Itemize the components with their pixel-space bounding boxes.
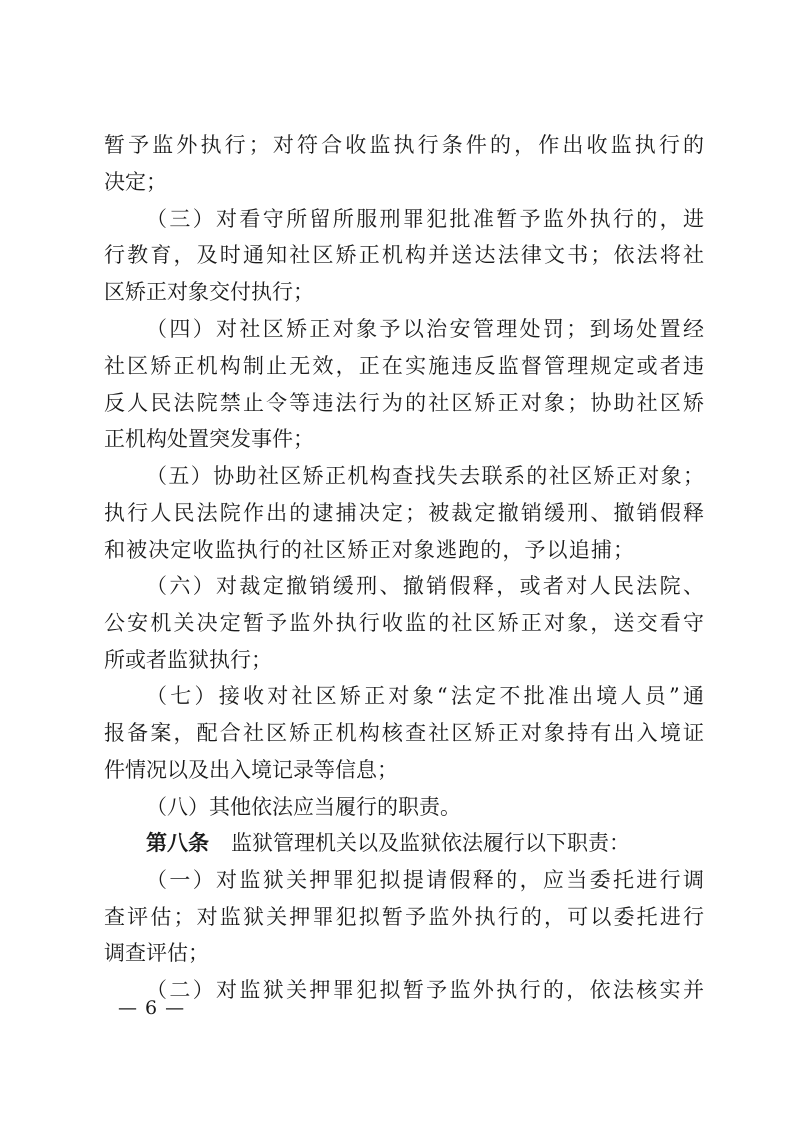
text-line: 执行人民法院作出的逮捕决定；被裁定撤销缓刑、撤销假释 — [104, 501, 704, 525]
paragraph-item-4-start: （四）对社区矫正对象予以治安管理处罚；到场处置经 — [146, 317, 704, 341]
paragraph-item-8: （八）其他依法应当履行的职责。 — [146, 795, 461, 819]
text-line: 和被决定收监执行的社区矫正对象逃跑的，予以追捕； — [104, 538, 634, 562]
text-line: 暂予监外执行；对符合收监执行条件的，作出收监执行的 — [104, 133, 704, 157]
text-line: 调查评估； — [104, 941, 209, 965]
paragraph-item-6-start: （六）对裁定撤销缓刑、撤销假释，或者对人民法院、 — [146, 574, 704, 598]
text-line: 区矫正对象交付执行； — [104, 280, 314, 304]
article-8-line — [146, 829, 704, 857]
text-line: 社区矫正机构制止无效，正在实施违反监督管理规定或者违 — [104, 354, 704, 378]
article-heading: 第八条 — [146, 831, 209, 855]
text-line: 决定； — [104, 170, 167, 194]
paragraph-item-2-start: （二）对监狱关押罪犯拟暂予监外执行的，依法核实并 — [146, 978, 704, 1002]
text-line: 正机构处置突发事件； — [104, 427, 314, 451]
article-8-text: 监狱管理机关以及监狱依法履行以下职责： — [231, 831, 630, 855]
text-line: 件情况以及出入境记录等信息； — [104, 758, 398, 782]
text-line: 公安机关决定暂予监外执行收监的社区矫正对象，送交看守 — [104, 611, 704, 635]
text-line: 反人民法院禁止令等违法行为的社区矫正对象；协助社区矫 — [104, 391, 704, 415]
text-line: 所或者监狱执行； — [104, 648, 272, 672]
text-line: 行教育，及时通知社区矫正机构并送达法律文书；依法将社 — [104, 243, 704, 267]
paragraph-item-5-start: （五）协助社区矫正机构查找失去联系的社区矫正对象； — [146, 464, 704, 488]
page-number: — 6 — — [118, 997, 186, 1019]
paragraph-item-1-start: （一）对监狱关押罪犯拟提请假释的，应当委托进行调 — [146, 868, 704, 892]
text-line: 报备案，配合社区矫正机构核查社区矫正对象持有出入境证 — [104, 721, 704, 745]
paragraph-item-7-start: （七）接收对社区矫正对象“法定不批准出境人员”通 — [146, 684, 704, 708]
paragraph-item-3-start: （三）对看守所留所服刑罪犯批准暂予监外执行的，进 — [146, 207, 704, 231]
text-line: 查评估；对监狱关押罪犯拟暂予监外执行的，可以委托进行 — [104, 905, 704, 929]
